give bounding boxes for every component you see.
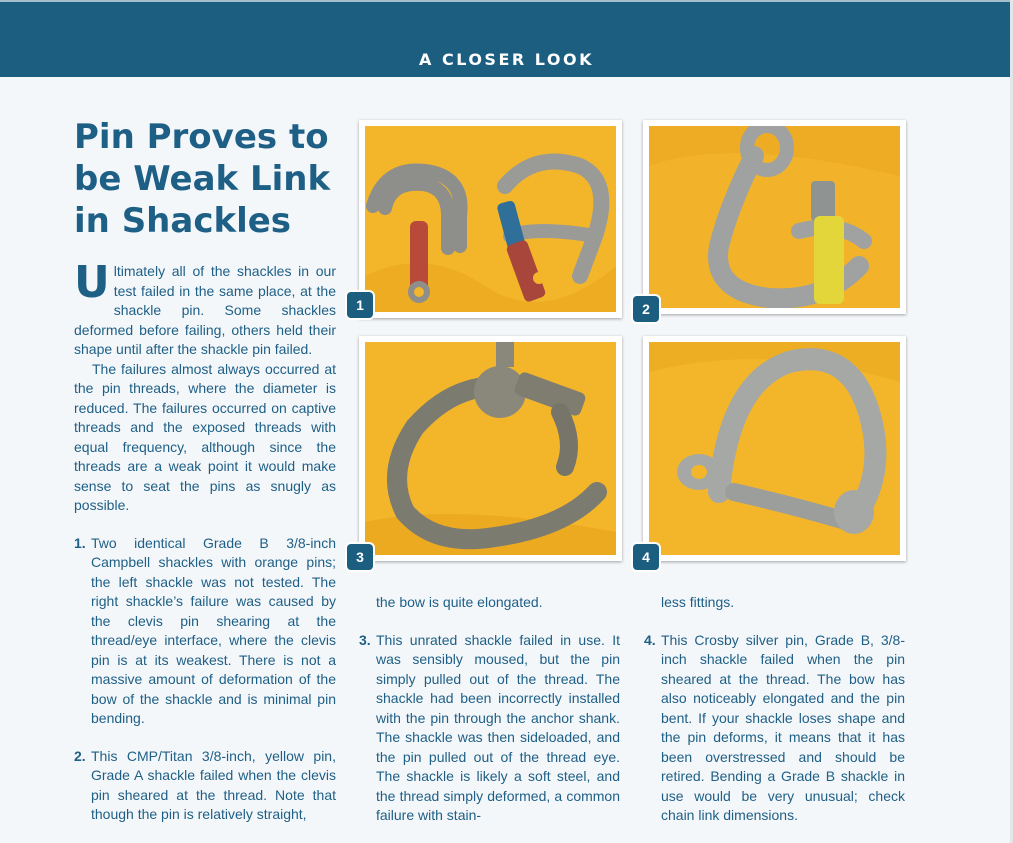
photo-1 — [359, 120, 622, 318]
photo-2 — [643, 120, 906, 314]
list-item-text: Two identical Grade B 3/8-inch Campbell shackles with orange pins; the left shackle was not tested. The right shackle’s failure was caused by the clevis pin shearing at the thread/eye interface, where the clevis pin is at its weakest. There is not a massive amount of deformation of the bow of the shackle and is minimal pin bending. — [91, 534, 336, 726]
list-number: 3. — [359, 631, 371, 648]
intro-text: ltimately all of the shackles in our test failed in the same place, at the shackle pin. Some shackles deformed before failing, others held their shape until after the shackle pin failed. — [74, 263, 336, 357]
list-item-text: This Crosby silver pin, Grade B, 3/8-inch shackle failed when the pin sheared at the thread. The bow has also noticeably elongated and the pin bent. If your shackle loses shape and the pin deforms, it means that it has been overstressed and should be retired. Bending a Grade B shackle in use would be very unusual; check chain link dimensions. — [661, 631, 905, 823]
list-item-text: This unrated shackle failed in use. It was sensibly moused, but the pin simply pulled out of the thread. The shackle had been incorrectly installed with the pin through the anchor shank. The shackle was then sideloaded, and the pin pulled out of the thread eye. The shackle is likely a soft steel, and the thread simply deformed, a common failure with stain- — [376, 631, 620, 823]
article-title: Pin Proves to be Weak Link in Shackles — [74, 117, 331, 241]
shackle-photo-2 — [649, 126, 900, 308]
list-number: 4. — [644, 631, 656, 648]
section-label: A CLOSER LOOK — [419, 50, 594, 69]
photo-badge-1: 1 — [347, 292, 373, 318]
list-item-2 — [74, 747, 336, 825]
photo-badge-2: 2 — [633, 296, 659, 322]
list-item-4 — [644, 631, 905, 826]
photo-badge-3: 3 — [347, 544, 373, 570]
text-column-2 — [359, 593, 620, 826]
list-number: 2. — [74, 747, 86, 764]
shackle-photo-4 — [649, 342, 900, 555]
photo-4 — [643, 336, 906, 561]
shackle-photo-1 — [365, 126, 616, 312]
list-item-2-continuation: the bow is quite elongated. — [376, 594, 543, 610]
header-rim — [0, 0, 1013, 2]
intro-paragraph — [74, 257, 336, 360]
text-column-3 — [644, 593, 905, 826]
photo-3 — [359, 336, 622, 561]
list-item-text: This CMP/Titan 3/8-inch, yellow pin, Grade A shackle failed when the clevis pin sheared at the thread. Note that though the pin is relatively straight, — [91, 747, 336, 822]
photo-badge-4: 4 — [633, 544, 659, 570]
drop-cap: U — [74, 257, 110, 308]
shackle-photo-3 — [365, 342, 616, 555]
body-paragraph-2: The failures almost always occurred at the pin threads, where the diameter is reduced. The failures occurred on captive threads and the exposed threads with equal frequency, although since the threads are a weak point it would make sense to seat the pins as snugly as possible. — [74, 360, 336, 513]
text-column-1 — [74, 257, 336, 825]
list-item-3-continuation: less fittings. — [661, 594, 735, 610]
list-number: 1. — [74, 534, 86, 551]
list-item-1 — [74, 534, 336, 729]
list-item-3 — [359, 631, 620, 826]
